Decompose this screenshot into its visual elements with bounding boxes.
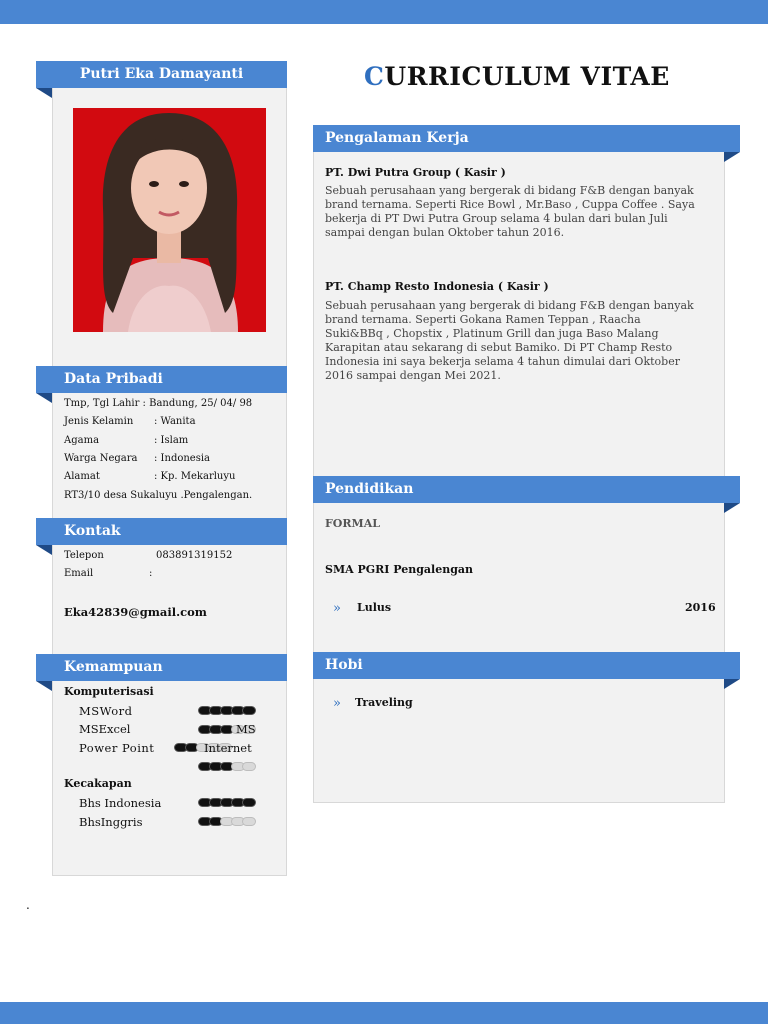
skill-msword-label: MSWord: [79, 704, 133, 718]
job-1-line: sampai dengan bulan Oktober tahun 2016.: [325, 226, 565, 239]
job-2-title: PT. Champ Resto Indonesia ( Kasir ): [325, 280, 549, 293]
phone-value: 083891319152: [156, 550, 233, 561]
kontak-fold: [36, 545, 52, 555]
email-value[interactable]: Eka42839@gmail.com: [64, 605, 207, 619]
pengalaman-fold: [724, 152, 740, 162]
email-label: Email: [64, 568, 94, 579]
profile-photo: [73, 108, 266, 332]
language-indonesia-rating: [198, 798, 253, 808]
job-2-line: Karapitan atau sekarang di sebut Bamiko. Di PT Champ Resto: [325, 341, 673, 354]
hobi-label: Hobi: [325, 657, 363, 673]
kemampuan-label: Kemampuan: [64, 659, 163, 675]
section-header-kemampuan: [36, 654, 287, 681]
skill-powerpoint-label: Power Point: [79, 741, 155, 755]
address-continuation: RT3/10 desa Sukaluyu .Pengalengan.: [64, 490, 253, 501]
section-header-pendidikan: [313, 476, 740, 503]
language-skills-heading: Kecakapan: [64, 777, 132, 790]
education-year: 2016: [685, 601, 716, 614]
skill-ms-suffix: MS: [236, 722, 256, 736]
job-2-line: 2016 sampai dengan Mei 2021.: [325, 369, 501, 382]
hobi-fold: [724, 679, 740, 689]
bottom-accent-bar: [0, 1002, 768, 1024]
education-status: Lulus: [357, 601, 392, 614]
section-header-kontak: [36, 518, 287, 545]
skill-msexcel-label: MSExcel: [79, 722, 131, 736]
computer-skills-heading: Komputerisasi: [64, 685, 154, 698]
kontak-label: Kontak: [64, 523, 121, 539]
personal-value-gender: : Wanita: [154, 416, 196, 427]
job-2-line: Indonesia ini saya bekerja selama 4 tahun dimulai dari Oktober: [325, 355, 680, 368]
phone-label: Telepon: [64, 550, 104, 561]
job-1-title: PT. Dwi Putra Group ( Kasir ): [325, 166, 506, 179]
job-2-description: [325, 299, 717, 383]
education-school: SMA PGRI Pengalengan: [325, 563, 474, 576]
language-indonesia-label: Bhs Indonesia: [79, 796, 162, 810]
personal-value-religion: : Islam: [154, 435, 189, 446]
section-header-pengalaman: [313, 125, 740, 152]
pendidikan-fold: [724, 503, 740, 513]
language-english-rating: [198, 817, 253, 827]
page-title: [364, 62, 670, 91]
personal-value-nationality: : Indonesia: [154, 453, 211, 464]
skill-msword-rating: [198, 706, 253, 716]
title-rest: URRICULUM VITAE: [384, 62, 670, 91]
job-1-line: brand ternama. Seperti Rice Bowl , Mr.Baso , Cuppa Coffee . Saya: [325, 198, 695, 211]
job-2-line: Sebuah perusahaan yang bergerak di bidang F&B dengan banyak: [325, 299, 694, 312]
education-type: FORMAL: [325, 517, 380, 530]
email-separator: :: [149, 568, 153, 579]
job-2-line: Suki&BBq , Chopstix , Platinum Grill dan juga Baso Malang: [325, 327, 659, 340]
rating-dot: [242, 762, 256, 771]
section-header-hobi: [313, 652, 740, 679]
personal-label-address: Alamat: [64, 471, 100, 482]
rating-dot: [242, 817, 256, 826]
double-chevron-icon: »: [333, 601, 341, 616]
rating-dot: [242, 706, 256, 715]
pengalaman-label: Pengalaman Kerja: [325, 130, 469, 146]
personal-label-gender: Jenis Kelamin: [64, 416, 134, 427]
kemampuan-fold: [36, 681, 52, 691]
footer-dot: .: [26, 898, 30, 912]
birth-info: Tmp, Tgl Lahir : Bandung, 25/ 04/ 98: [64, 398, 253, 409]
name-header: [36, 61, 287, 88]
top-accent-bar: [0, 0, 768, 24]
language-english-label: BhsInggris: [79, 815, 143, 829]
double-chevron-icon: »: [333, 696, 341, 711]
personal-label-nationality: Warga Negara: [64, 453, 138, 464]
name-header-fold: [36, 88, 52, 98]
personal-value-address: : Kp. Mekarluyu: [154, 471, 236, 482]
job-1-line: bekerja di PT Dwi Putra Group selama 4 bulan dari bulan Juli: [325, 212, 668, 225]
section-header-data-pribadi: [36, 366, 287, 393]
skill-internet-label: Internet: [204, 741, 252, 755]
job-1-description: [325, 184, 717, 240]
job-2-line: brand ternama. Seperti Gokana Ramen Teppan , Raacha: [325, 313, 641, 326]
rating-dot: [242, 798, 256, 807]
job-1-line: Sebuah perusahaan yang bergerak di bidang F&B dengan banyak: [325, 184, 694, 197]
personal-label-religion: Agama: [64, 435, 100, 446]
pendidikan-label: Pendidikan: [325, 481, 414, 497]
skill-internet-rating: [198, 762, 253, 772]
data-pribadi-label: Data Pribadi: [64, 371, 163, 387]
title-first-letter: C: [364, 62, 385, 91]
data-pribadi-fold: [36, 393, 52, 403]
hobby-item: Traveling: [355, 696, 413, 709]
name-text: Putri Eka Damayanti: [79, 66, 244, 82]
